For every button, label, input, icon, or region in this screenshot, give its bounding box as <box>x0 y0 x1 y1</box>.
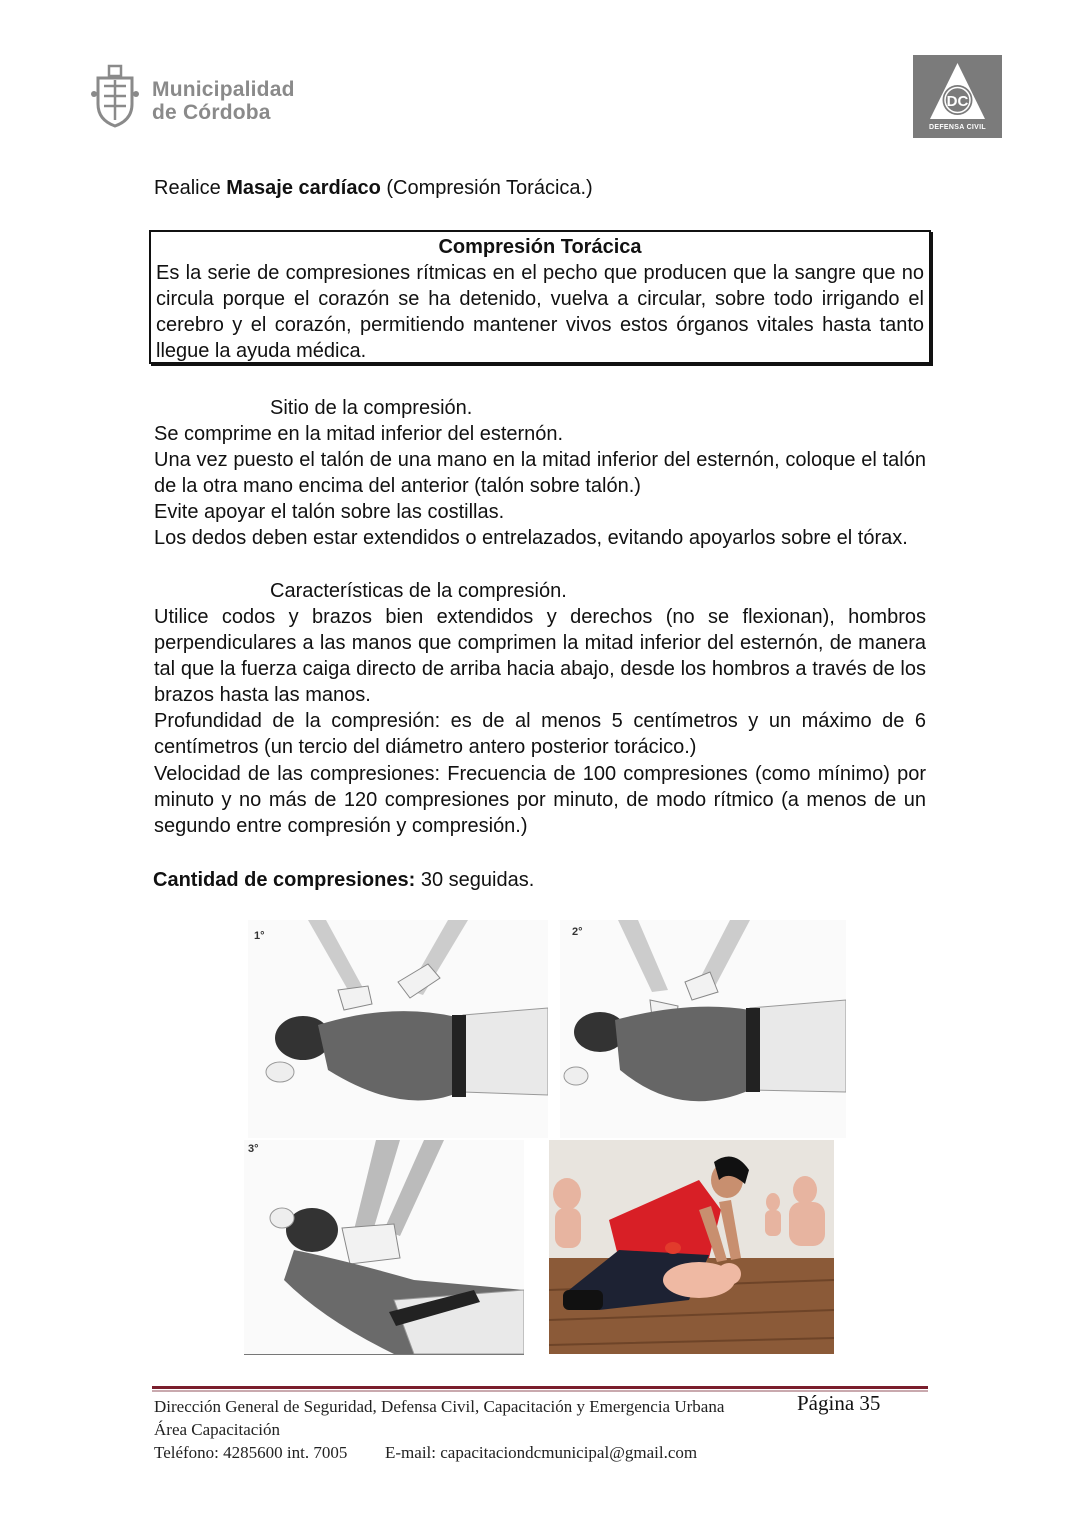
cpr-training-photo <box>549 1140 834 1354</box>
characteristics-paragraph-1: Utilice codos y brazos bien extendidos y derechos (no se flexionan), hombros perpendiculares a las manos que comprimen la mitad inferior del esternón, de manera tal que la fuerza caiga directo de arriba hacia abajo, desde los hombros a través de los brazos hasta las manos. <box>154 606 926 706</box>
municipality-logo <box>90 64 330 128</box>
characteristics-heading: Características de la compresión. <box>270 580 567 602</box>
definition-title: Compresión Torácica <box>438 236 642 258</box>
step-2-label: 2° <box>572 926 583 938</box>
quantity-value: 30 seguidas. <box>415 869 535 891</box>
intro-bold: Masaje cardíaco <box>226 177 381 199</box>
badge-abbr: DC <box>946 93 969 110</box>
cpr-step-2-drawing <box>560 920 846 1138</box>
defensa-civil-badge <box>913 55 1002 138</box>
org-name <box>152 78 295 124</box>
footer-department: Dirección General de Seguridad, Defensa Civil, Capacitación y Emergencia Urbana <box>154 1397 725 1416</box>
cpr-step-1-drawing <box>248 920 548 1138</box>
cpr-step-3-illustration <box>244 1140 524 1355</box>
footer-rule <box>152 1386 928 1389</box>
cpr-step-2-illustration <box>560 920 846 1138</box>
footer-email: E-mail: capacitaciondcmunicipal@gmail.com <box>385 1443 698 1462</box>
compressions-quantity <box>153 867 534 893</box>
cpr-step-1-illustration <box>248 920 548 1138</box>
characteristics-paragraph-3: Velocidad de las compresiones: Frecuencia de 100 compresiones (como mínimo) por minuto y no más de 120 compresiones por minuto, de modo rítmico (a menos de un segundo entre compresión y compresión.) <box>154 763 926 837</box>
intro-prefix: Realice <box>154 177 227 199</box>
intro-sentence <box>154 175 593 201</box>
definition-box <box>149 230 931 364</box>
step-1-label: 1° <box>254 930 265 942</box>
cpr-step-3-drawing <box>244 1140 524 1354</box>
definition-text: Es la serie de compresiones rítmicas en el pecho que producen que la sangre que no circula porque el corazón se ha detenido, vuelva a circular, sobre todo irrigando el cerebro y el corazón, permitiendo mantener vivos estos órganos vitales hasta tanto llegue la ayuda médica. <box>156 262 924 362</box>
site-heading: Sitio de la compresión. <box>270 397 473 419</box>
badge-label: DEFENSA CIVIL <box>929 124 986 131</box>
footer-phone: Teléfono: 4285600 int. 7005 <box>154 1443 348 1462</box>
characteristics-paragraph-2: Profundidad de la compresión: es de al menos 5 centímetros y un máximo de 6 centímetros (un tercio del diámetro antero posterior torácico.) <box>154 710 926 758</box>
coat-of-arms-icon <box>90 64 140 128</box>
page-number: Página 35 <box>797 1391 881 1415</box>
org-name-line2: de Córdoba <box>152 101 271 124</box>
site-line-2: Una vez puesto el talón de una mano en la mitad inferior del esternón, coloque el talón de la otra mano encima del anterior (talón sobre talón.) <box>154 449 926 497</box>
intro-suffix: (Compresión Torácica.) <box>380 177 593 199</box>
site-line-4: Los dedos deben estar extendidos o entrelazados, evitando apoyarlos sobre el tórax. <box>154 527 908 549</box>
site-line-1: Se comprime en la mitad inferior del esternón. <box>154 423 564 445</box>
cpr-training-photo-drawing <box>549 1140 834 1354</box>
org-name-line1: Municipalidad <box>152 78 295 101</box>
step-3-label: 3° <box>248 1143 259 1155</box>
site-line-3: Evite apoyar el talón sobre las costillas. <box>154 501 505 523</box>
footer-area: Área Capacitación <box>154 1420 281 1439</box>
quantity-label: Cantidad de compresiones: <box>153 869 416 891</box>
